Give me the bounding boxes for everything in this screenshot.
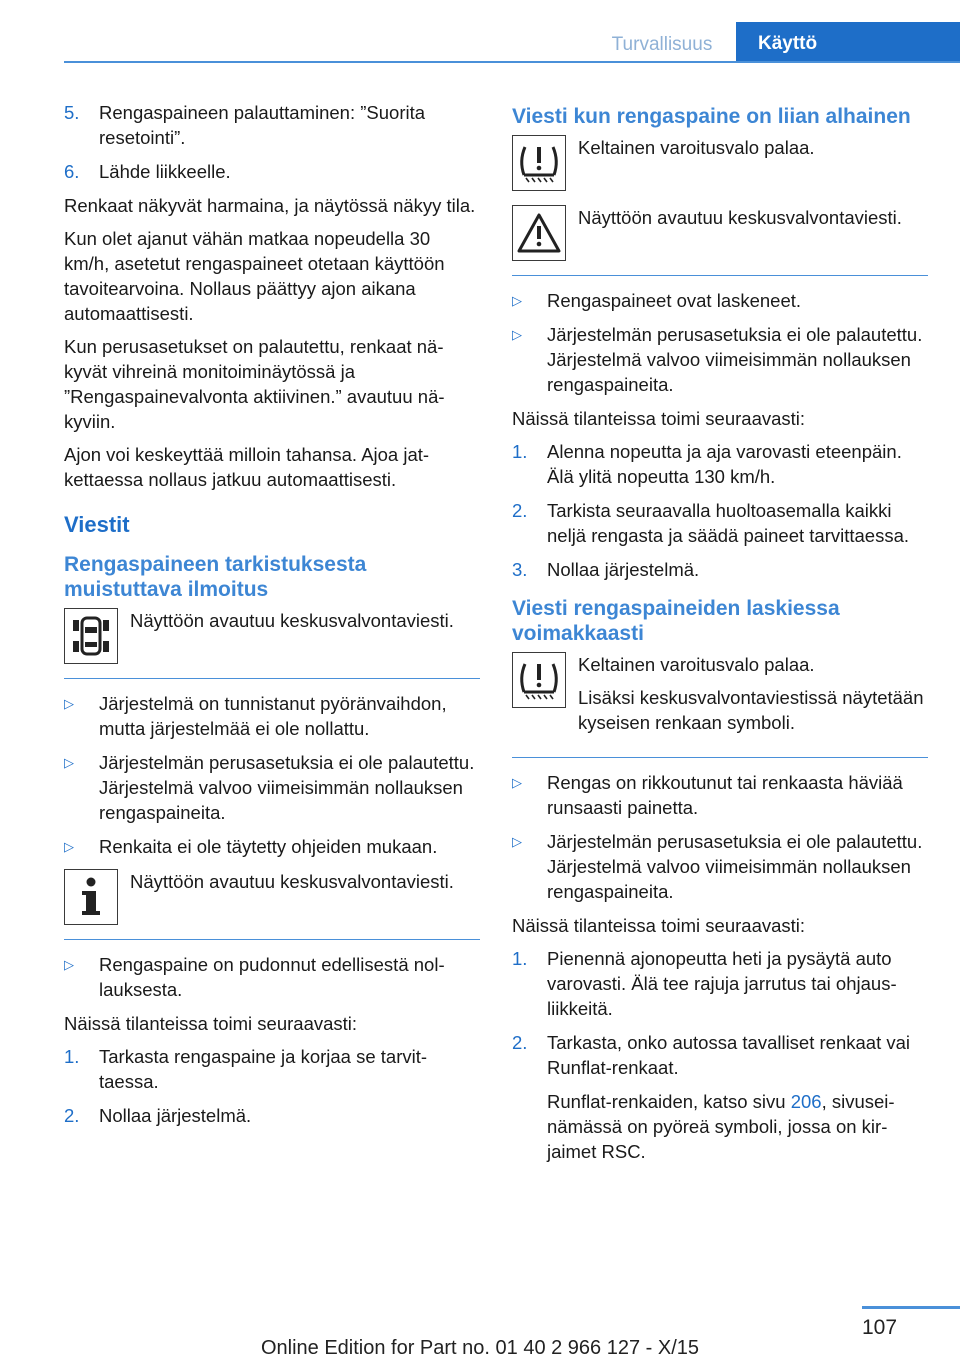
divider <box>64 939 480 940</box>
divider <box>64 678 480 679</box>
info-icon <box>64 869 118 925</box>
triangle-bullet-icon: ▷ <box>64 957 74 972</box>
triangle-bullet-icon: ▷ <box>512 834 522 849</box>
list-item <box>64 952 480 1002</box>
list-item <box>64 750 480 825</box>
icon-row <box>512 135 928 191</box>
bullet-text: Rengaspaineet ovat laskeneet. <box>547 290 802 311</box>
list-item <box>512 770 928 820</box>
runflat-pre: Runflat-renkaiden, katso sivu <box>547 1091 791 1112</box>
left-column <box>64 100 480 1137</box>
triangle-bullet-icon: ▷ <box>64 839 74 854</box>
step-text: Tarkista seuraavalla huoltoasemalla kaikki neljä rengasta ja säädä paineet tarvittaessa. <box>547 500 910 546</box>
page-number-rule <box>862 1306 960 1309</box>
step-text: Pienennä ajonopeutta heti ja pysäytä auto varovasti. Älä tee rajuja jarrutus tai ohjausliikkeitä. <box>547 948 897 1019</box>
icon-description: Keltainen varoitusvalo palaa. <box>578 137 815 158</box>
runflat-post: , sivuseinämässä on pyöreä symboli, jossa on kirjaimet RSC. <box>547 1091 895 1162</box>
list-item <box>512 498 928 548</box>
list-item <box>64 1044 480 1094</box>
triangle-bullet-icon: ▷ <box>512 775 522 790</box>
subheading-fast-drop: Viesti rengaspaineiden laskiessa voimakkaasti <box>512 597 840 645</box>
icon-description: Näyttöön avautuu keskusvalvontaviesti. <box>130 871 454 892</box>
tire-pressure-warning-icon <box>512 135 566 191</box>
step-number: 3. <box>512 559 528 580</box>
section-tab-turvallisuus[interactable]: Turvallisuus <box>611 34 713 55</box>
header-rule <box>64 61 960 63</box>
subheading-reminder: Rengaspaineen tarkistuksesta muistuttava ilmoitus <box>64 553 367 601</box>
icon-row <box>64 608 480 664</box>
step-text: Rengaspaineen palauttaminen: ”Suorita resetointi”. <box>99 102 426 148</box>
bullet-text: Rengas on rikkoutunut tai renkaasta häviää runsaasti painetta. <box>547 772 903 818</box>
page-link-206[interactable]: 206 <box>790 1091 822 1112</box>
subheading-low-pressure: Viesti kun rengaspaine on liian alhainen <box>512 105 911 128</box>
step-number: 1. <box>64 1046 80 1067</box>
step-text: Tarkasta, onko autossa tavalliset renkaat vai Runflat-renkaat. <box>547 1032 910 1078</box>
divider <box>512 275 928 276</box>
tire-pressure-warning-icon <box>512 652 566 708</box>
paragraph: Kun perusasetukset on palautettu, renkaat näkyvät vihreinä monitoiminäytössä ja ”Rengaspainevalvonta aktiivinen.” avautuu näkyviin. <box>64 336 445 432</box>
right-column <box>512 100 928 1172</box>
icon-description: Keltainen varoitusvalo palaa. <box>578 654 815 675</box>
bullet-text: Järjestelmän perusasetuksia ei ole palautettu. Järjestelmä valvoo viimeisimmän nollauksen rengaspaineita. <box>547 324 923 395</box>
triangle-bullet-icon: ▷ <box>512 293 522 308</box>
runflat-note <box>512 1089 928 1164</box>
icon-description: Näyttöön avautuu keskusvalvontaviesti. <box>130 610 454 631</box>
paragraph: Ajon voi keskeyttää milloin tahansa. Ajoa jatkettaessa nollaus jatkuu automaattisesti. <box>64 444 430 490</box>
step-text: Nollaa järjestelmä. <box>547 559 700 580</box>
triangle-bullet-icon: ▷ <box>64 755 74 770</box>
action-intro: Näissä tilanteissa toimi seuraavasti: <box>64 1013 358 1034</box>
icon-row <box>512 205 928 261</box>
list-item <box>64 100 480 150</box>
footer-edition: Online Edition for Part no. 01 40 2 966 127 - X/15 <box>260 1337 700 1359</box>
section-tab-kaytto[interactable]: Käyttö <box>736 22 960 62</box>
step-number: 2. <box>64 1105 80 1126</box>
triangle-bullet-icon: ▷ <box>64 696 74 711</box>
warning-triangle-icon <box>512 205 566 261</box>
list-item <box>512 288 928 313</box>
heading-messages: Viestit <box>64 512 130 537</box>
icon-description: Lisäksi keskusvalvontaviestissä näytetään kyseisen renkaan symboli. <box>578 687 924 733</box>
bullet-text: Järjestelmä on tunnistanut pyöränvaihdon, mutta järjestelmää ei ole nollattu. <box>99 693 447 739</box>
step-number: 2. <box>512 500 528 521</box>
step-text: Tarkasta rengaspaine ja korjaa se tarvittaessa. <box>99 1046 428 1092</box>
list-item <box>64 159 480 184</box>
bullet-text: Rengaspaine on pudonnut edellisestä nollauksesta. <box>99 954 445 1000</box>
step-number: 2. <box>512 1032 528 1053</box>
step-text: Nollaa järjestelmä. <box>99 1105 252 1126</box>
page-number: 107 <box>862 1316 898 1339</box>
list-item <box>512 322 928 397</box>
action-intro: Näissä tilanteissa toimi seuraavasti: <box>512 408 806 429</box>
list-item <box>512 557 928 582</box>
action-intro: Näissä tilanteissa toimi seuraavasti: <box>512 915 806 936</box>
list-item <box>512 946 928 1021</box>
bullet-text: Järjestelmän perusasetuksia ei ole palautettu. Järjestelmä valvoo viimeisimmän nollauksen rengaspaineita. <box>547 831 923 902</box>
icon-description: Näyttöön avautuu keskusvalvontaviesti. <box>578 207 902 228</box>
triangle-bullet-icon: ▷ <box>512 327 522 342</box>
bullet-text: Renkaita ei ole täytetty ohjeiden mukaan. <box>99 836 438 857</box>
step-number: 1. <box>512 441 528 462</box>
bullet-text: Järjestelmän perusasetuksia ei ole palautettu. Järjestelmä valvoo viimeisimmän nollauksen rengaspaineita. <box>99 752 475 823</box>
icon-row <box>512 652 928 743</box>
tire-pressure-car-icon <box>64 608 118 664</box>
list-item <box>64 834 480 859</box>
list-item <box>512 1030 928 1080</box>
step-text: Alenna nopeutta ja aja varovasti eteenpäin. Älä ylitä nopeutta 130 km/h. <box>547 441 902 487</box>
step-number: 6. <box>64 161 80 182</box>
step-text: Lähde liikkeelle. <box>99 161 231 182</box>
list-item <box>64 1103 480 1128</box>
paragraph: Kun olet ajanut vähän matkaa nopeudella 30 km/h, asetetut rengaspaineet otetaan käyttöön tavoitearvoina. Nollaus päättyy ajon aikana automaattisesti. <box>64 228 445 324</box>
list-item <box>512 829 928 904</box>
paragraph: Renkaat näkyvät harmaina, ja näytössä näkyy tila. <box>64 195 476 216</box>
list-item <box>64 691 480 741</box>
list-item <box>512 439 928 489</box>
divider <box>512 757 928 758</box>
step-number: 5. <box>64 102 80 123</box>
step-number: 1. <box>512 948 528 969</box>
icon-row <box>64 869 480 925</box>
